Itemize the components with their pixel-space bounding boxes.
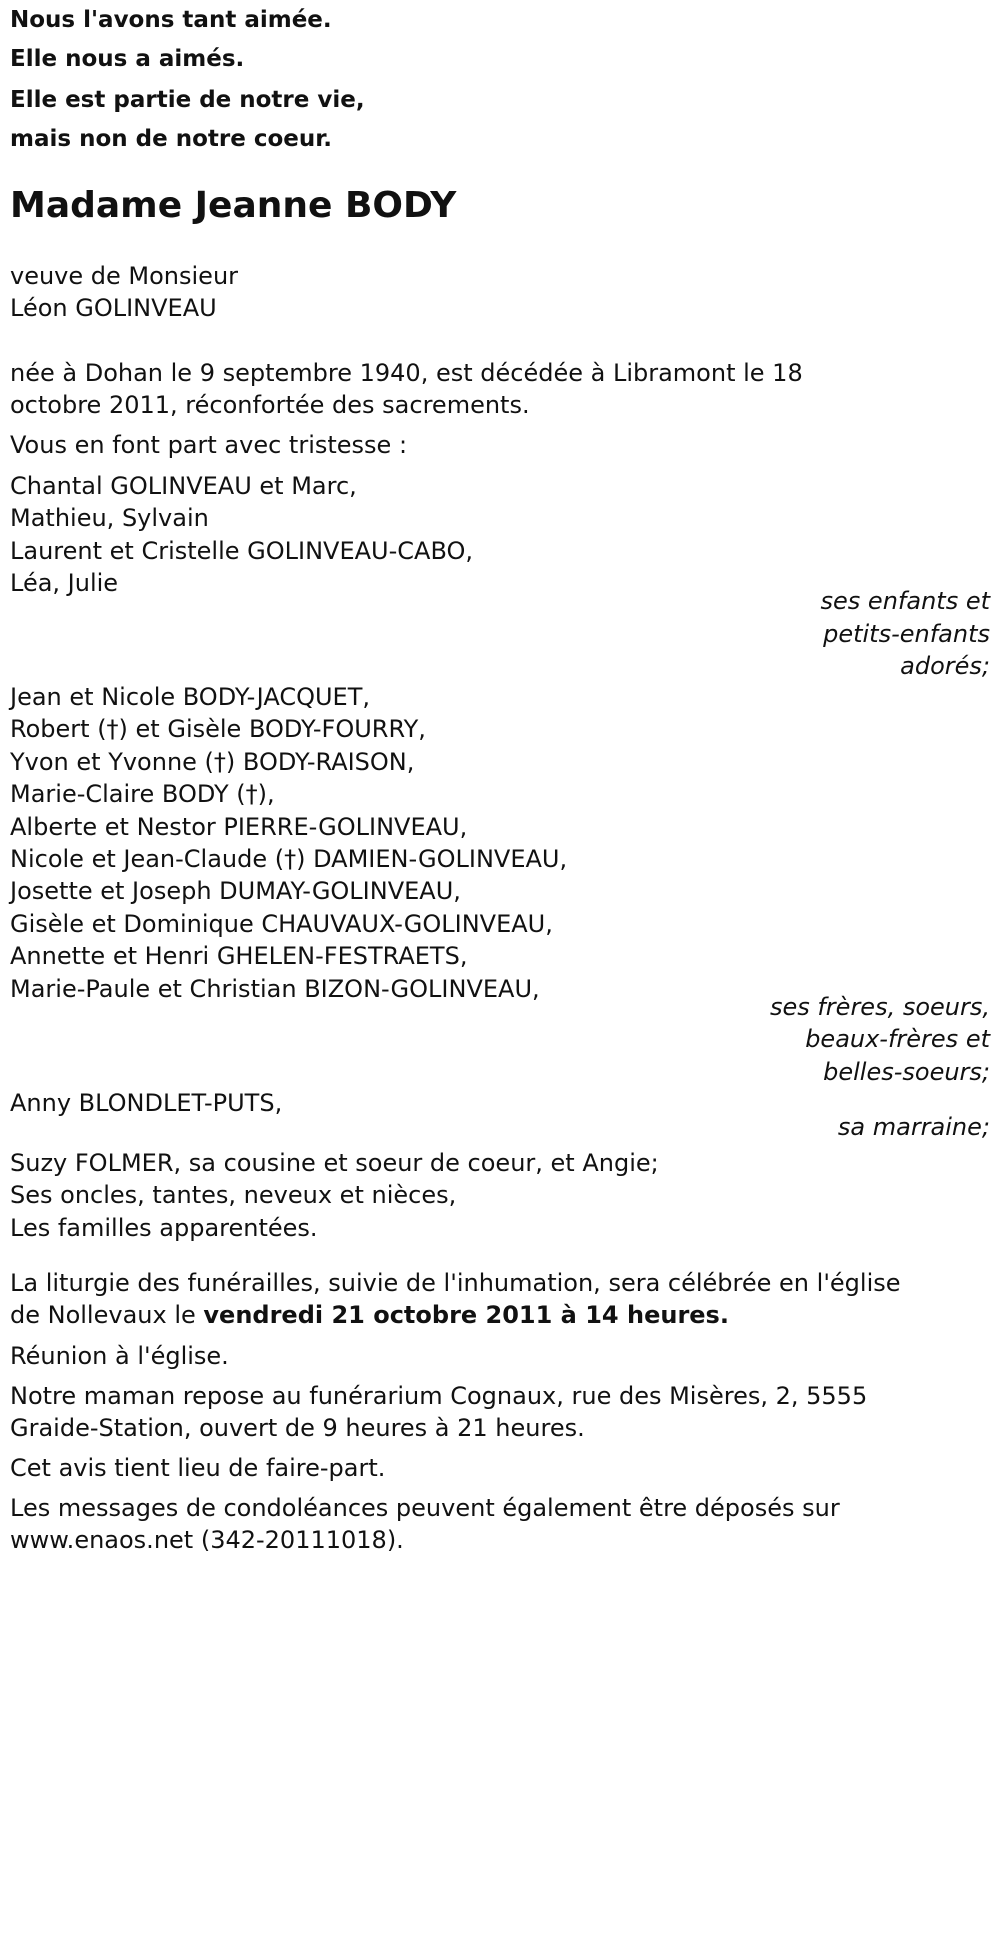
announce-text: Vous en font part avec tristesse :	[10, 431, 408, 459]
meeting-text: Réunion à l'église.	[10, 1342, 229, 1370]
children-role-line: ses enfants et	[820, 587, 990, 615]
godmother-role: sa marraine;	[837, 1113, 990, 1141]
other-family-line: Suzy FOLMER, sa cousine et soeur de coeur, et Angie;	[10, 1149, 659, 1177]
children-line: Chantal GOLINVEAU et Marc,	[10, 472, 357, 500]
condolences-line-2: www.enaos.net (342-20111018).	[10, 1526, 404, 1554]
godmother-name: Anny BLONDLET-PUTS,	[10, 1089, 283, 1117]
sibling-line: Yvon et Yvonne (†) BODY-RAISON,	[10, 748, 415, 776]
sibling-line: Gisèle et Dominique CHAUVAUX-GOLINVEAU,	[10, 910, 553, 938]
children-line: Mathieu, Sylvain	[10, 504, 209, 532]
verse-line-4: mais non de notre coeur.	[10, 126, 333, 152]
deceased-name: Madame Jeanne BODY	[10, 185, 457, 226]
other-family-line: Les familles apparentées.	[10, 1214, 318, 1242]
widow-line-2: Léon GOLINVEAU	[10, 294, 217, 322]
sibling-line: Marie-Paule et Christian BIZON-GOLINVEAU,	[10, 975, 540, 1003]
other-family-line: Ses oncles, tantes, neveux et nièces,	[10, 1181, 457, 1209]
sibling-line: Annette et Henri GHELEN-FESTRAETS,	[10, 942, 468, 970]
funerarium-line-2: Graide-Station, ouvert de 9 heures à 21 heures.	[10, 1414, 585, 1442]
sibling-line: Nicole et Jean-Claude (†) DAMIEN-GOLINVEAU,	[10, 845, 568, 873]
children-role-line: petits-enfants	[823, 620, 990, 648]
widow-line-1: veuve de Monsieur	[10, 262, 239, 290]
condolences-line-1: Les messages de condoléances peuvent également être déposés sur	[10, 1494, 840, 1522]
sibling-line: Alberte et Nestor PIERRE-GOLINVEAU,	[10, 813, 468, 841]
birth-line-1: née à Dohan le 9 septembre 1940, est décédée à Libramont le 18	[10, 359, 803, 387]
sibling-line: Josette et Joseph DUMAY-GOLINVEAU,	[10, 877, 461, 905]
siblings-role-line: beaux-frères et	[805, 1025, 990, 1053]
liturgy-place: de Nollevaux le	[10, 1301, 204, 1329]
siblings-role-line: ses frères, soeurs,	[769, 993, 990, 1021]
birth-line-2: octobre 2011, réconfortée des sacrements.	[10, 391, 530, 419]
sibling-line: Marie-Claire BODY (†),	[10, 780, 275, 808]
funerarium-line-1: Notre maman repose au funérarium Cognaux, rue des Misères, 2, 5555	[10, 1382, 868, 1410]
notice-text: Cet avis tient lieu de faire-part.	[10, 1454, 386, 1482]
verse-line-2: Elle nous a aimés.	[10, 46, 245, 72]
children-line: Léa, Julie	[10, 569, 119, 597]
sibling-line: Jean et Nicole BODY-JACQUET,	[10, 683, 370, 711]
children-role-line: adorés;	[900, 652, 990, 680]
liturgy-date: vendredi 21 octobre 2011 à 14 heures.	[203, 1301, 729, 1329]
sibling-line: Robert (†) et Gisèle BODY-FOURRY,	[10, 715, 426, 743]
liturgy-line-1: La liturgie des funérailles, suivie de l'inhumation, sera célébrée en l'église	[10, 1269, 901, 1297]
verse-line-3: Elle est partie de notre vie,	[10, 87, 365, 113]
verse-line-1: Nous l'avons tant aimée.	[10, 7, 332, 33]
siblings-role-line: belles-soeurs;	[823, 1058, 990, 1086]
liturgy-line-2	[10, 1295, 729, 1335]
children-line: Laurent et Cristelle GOLINVEAU-CABO,	[10, 537, 474, 565]
